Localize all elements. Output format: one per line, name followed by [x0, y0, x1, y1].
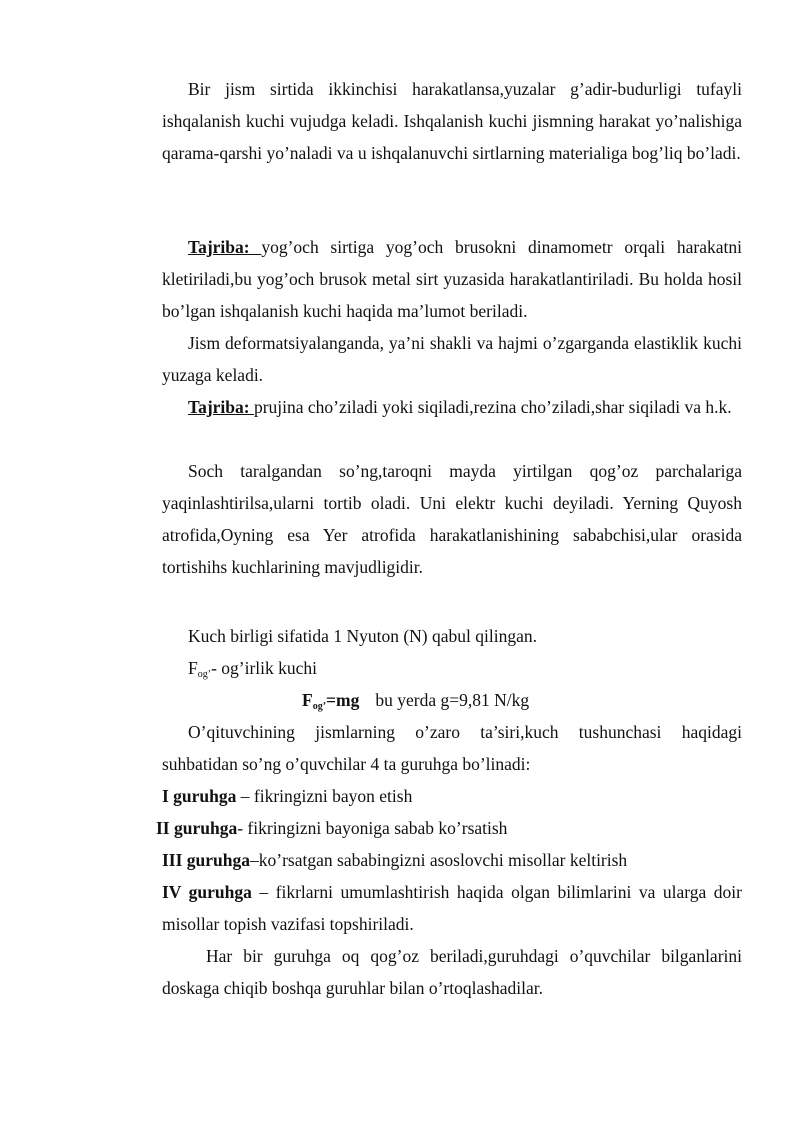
paragraph-discussion: O’qituvchining jismlarning o’zaro ta’siri,kuch tushunchasi haqidagi suhbatidan so’ng o’quvchilar 4 ta guruhga bo’linadi:	[162, 722, 742, 774]
group-task: –ko’rsatgan sababingizni asoslovchi misollar keltirish	[250, 850, 628, 870]
paragraph-experiment-elasticity	[162, 391, 742, 423]
group-task: - fikringizni bayoniga sabab ko’rsatish	[237, 818, 508, 838]
paragraph-electric-force: Soch taralgandan so’ng,taroqni mayda yirtilgan qog’oz parchalariga yaqinlashtirilsa,ularni tortib oladi. Uni elektr kuchi deyiladi. Yerning Quyosh atrofida,Oyning esa Yer atrofida harakatlanishining sababchisi,ular orasida tortishihs kuchlarining mavjudligidir.	[162, 461, 742, 577]
group-label: I guruhga	[162, 786, 237, 806]
experiment-label: Tajriba:	[188, 397, 254, 417]
formula-equation: =mg	[326, 690, 360, 710]
experiment-text: prujina cho’ziladi yoki siqiladi,rezina cho’ziladi,shar siqiladi va h.k.	[253, 397, 732, 417]
formula-symbol: F	[302, 690, 313, 710]
gravity-force-text: - og’irlik kuchi	[211, 658, 318, 678]
group-item-1	[162, 780, 412, 812]
paragraph-friction: Bir jism sirtida ikkinchisi harakatlansa,yuzalar g’adir-budurligi tufayli ishqalanish kuchi vujudga keladi. Ishqalanish kuchi jismning harakat yo’nalishiga qarama-qarshi yo’naladi va u ishqalanuvchi sirtlarning materialiga bog’liq bo’ladi.	[162, 79, 742, 163]
formula-subscript: og’	[312, 701, 327, 712]
group-task: – fikringizni bayon etish	[236, 786, 413, 806]
group-item-2	[156, 812, 507, 844]
group-item-4	[162, 876, 742, 940]
group-task: – fikrlarni umumlashtirish haqida olgan bilimlarini va ularga doir misollar topish vazifasi topshiriladi.	[162, 882, 742, 934]
experiment-text: yog’och sirtiga yog’och brusokni dinamometr orqali harakatni kletiriladi,bu yog’och brusok metal sirt yuzasida harakatlantiriladi. Bu holda hosil bo’lgan ishqalanish kuchi haqida ma’lumot beriladi.	[162, 237, 742, 321]
gravity-force-definition	[188, 652, 317, 691]
force-symbol: F	[188, 658, 198, 678]
paragraph-experiment-friction	[162, 231, 742, 327]
formula-note: bu yerda g=9,81 N/kg	[375, 690, 530, 710]
force-subscript: og’	[197, 669, 212, 680]
paragraph-closing: Har bir guruhga oq qog’oz beriladi,guruhdagi o’quvchilar bilganlarini doskaga chiqib boshqa guruhlar bilan o’rtoqlashadilar.	[162, 946, 742, 998]
unit-of-force: Kuch birligi sifatida 1 Nyuton (N) qabul qilingan.	[188, 626, 537, 646]
group-item-3	[162, 844, 627, 876]
experiment-label: Tajriba:	[188, 237, 262, 257]
paragraph-elasticity: Jism deformatsiyalanganda, ya’ni shakli va hajmi o’zgarganda elastiklik kuchi yuzaga keladi.	[162, 333, 742, 385]
group-label: IV guruhga	[162, 882, 252, 902]
group-label: II guruhga	[156, 818, 238, 838]
group-label: III guruhga	[162, 850, 251, 870]
